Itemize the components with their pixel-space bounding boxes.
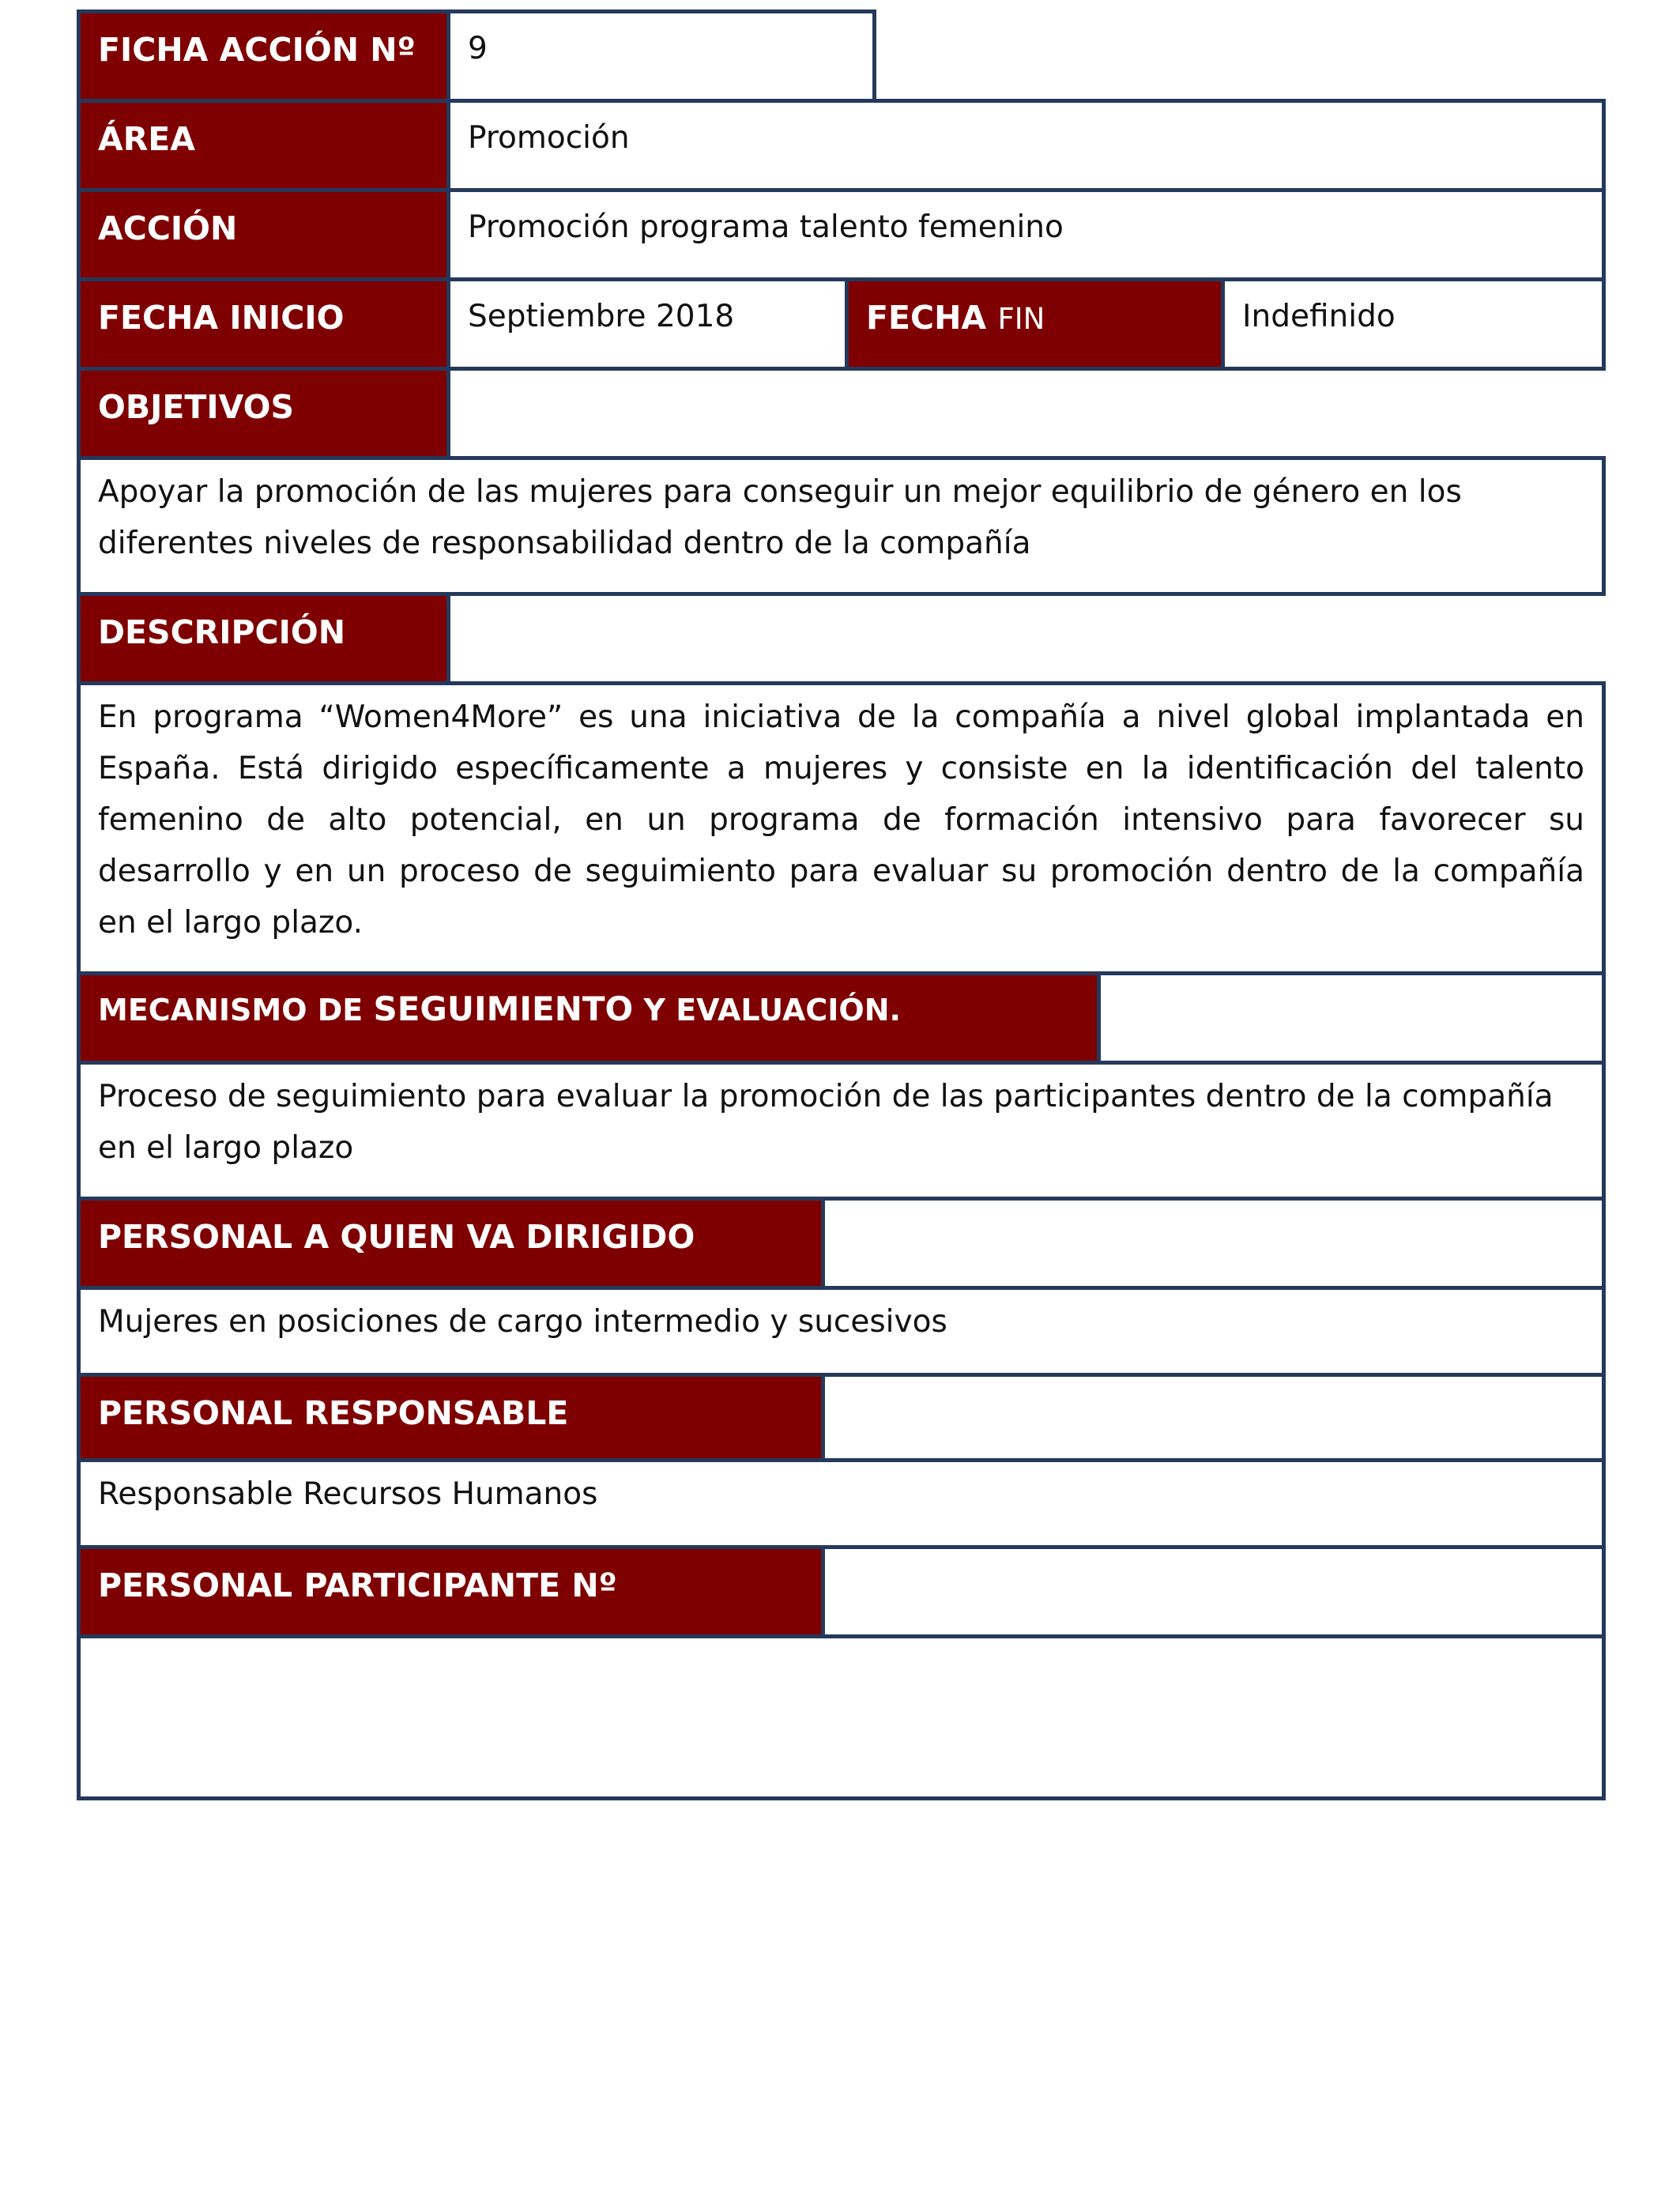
dirigido-text: Mujeres en posiciones de cargo intermedio y sucesivos <box>77 1286 1606 1377</box>
responsable-text: Responsable Recursos Humanos <box>77 1458 1606 1549</box>
ficha-number: 9 <box>446 9 876 103</box>
responsable-label: PERSONAL RESPONSABLE <box>77 1373 825 1462</box>
objetivos-text: Apoyar la promoción de las mujeres para conseguir un mejor equilibrio de género en los diferentes niveles de responsabilidad dentro de la compañía <box>77 456 1606 596</box>
mecanismo-text: Proceso de seguimiento para evaluar la promoción de las participantes dentro de la compañía en el largo plazo <box>77 1061 1606 1201</box>
fecha-inicio-label: FECHA INICIO <box>77 277 450 371</box>
descripcion-label: DESCRIPCIÓN <box>77 592 450 685</box>
mecanismo-blank <box>1097 971 1606 1065</box>
area-label: ÁREA <box>77 99 450 192</box>
mecanismo-label: MECANISMO DE SEGUIMIENTO Y EVALUACIÓN. <box>77 971 1101 1065</box>
dirigido-label: PERSONAL A QUIEN VA DIRIGIDO <box>77 1197 825 1290</box>
participante-label: PERSONAL PARTICIPANTE Nº <box>77 1545 825 1638</box>
dirigido-blank <box>821 1197 1606 1290</box>
accion-label: ACCIÓN <box>77 188 450 281</box>
area-value: Promoción <box>446 99 1606 192</box>
fecha-fin-value: Indefinido <box>1221 277 1606 371</box>
accion-value: Promoción programa talento femenino <box>446 188 1606 281</box>
participante-blank <box>821 1545 1606 1638</box>
descripcion-text: En programa “Women4More” es una iniciativa de la compañía a nivel global implantada en España. Está dirigido específicamente a mujeres y consiste en la identificación del talento femenino de alto potencial, en un programa de formación intensivo para favorecer su desarrollo y en un proceso de seguimiento para evaluar su promoción dentro de la compañía en el largo plazo. <box>77 681 1606 975</box>
ficha-label: FICHA ACCIÓN Nº <box>77 9 450 103</box>
responsable-blank <box>821 1373 1606 1462</box>
participante-text <box>77 1634 1606 1800</box>
fecha-inicio-value: Septiembre 2018 <box>446 277 849 371</box>
fecha-fin-label: FECHA FIN <box>845 277 1225 371</box>
objetivos-label: OBJETIVOS <box>77 367 450 460</box>
